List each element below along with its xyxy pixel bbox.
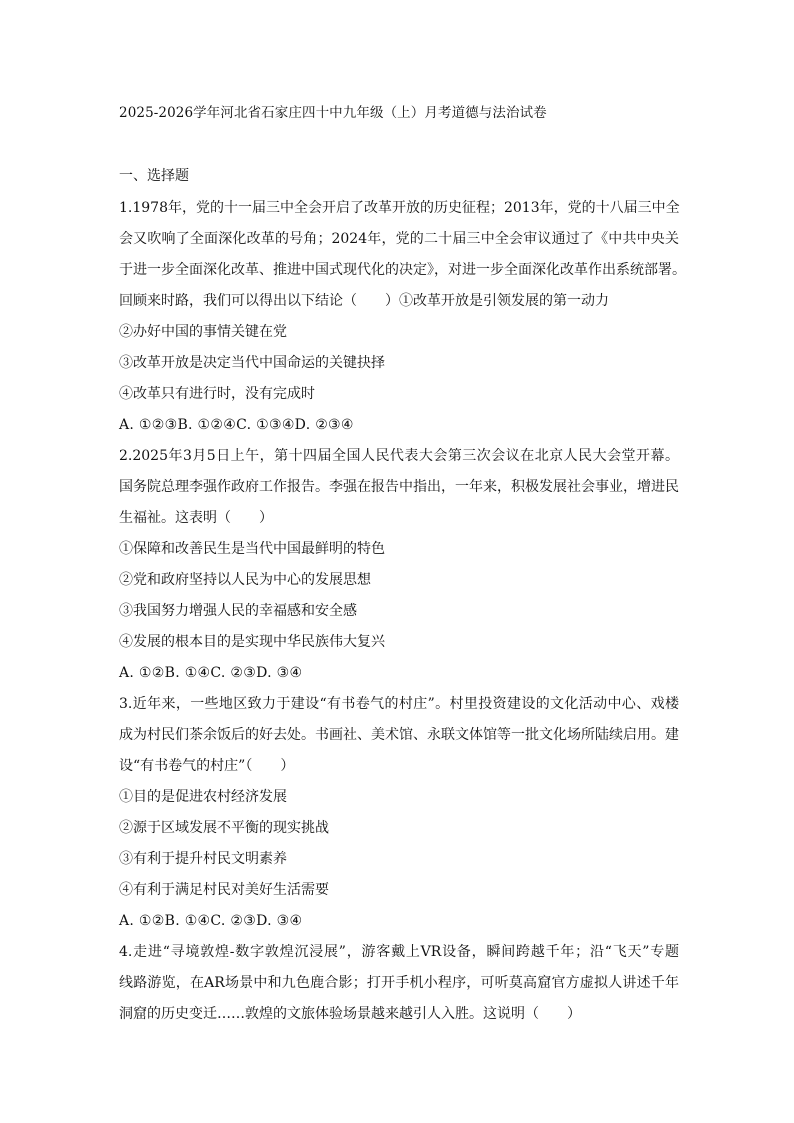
statement: ②党和政府坚持以人民为中心的发展思想 — [119, 572, 371, 588]
statement: ②源于区域发展不平衡的现实挑战 — [119, 820, 329, 836]
document-title: 2025-2026学年河北省石家庄四十中九年级（上）月考道德与法治试卷 — [119, 105, 547, 121]
statement: ④发展的根本目的是实现中华民族伟大复兴 — [119, 634, 385, 650]
question-text-line: 1.1978年，党的十一届三中全会开启了改革开放的历史征程；2013年，党的十八届三中全 — [119, 200, 680, 216]
statement: ②办好中国的事情关键在党 — [119, 324, 287, 340]
question-text-line: 设“有书卷气的村庄”（ ） — [119, 758, 295, 774]
statement: ③我国努力增强人民的幸福感和安全感 — [119, 603, 357, 619]
question-text-line: 会又吹响了全面深化改革的号角；2024年，党的二十届三中全会审议通过了《中共中央关 — [119, 231, 679, 247]
question-text-line: 成为村民们茶余饭后的好去处。书画社、美术馆、永联文体馆等一批文化场所陆续启用。建 — [119, 727, 679, 743]
statement: ③有利于提升村民文明素养 — [119, 851, 287, 867]
question-text-line: 生福祉。这表明（ ） — [119, 510, 273, 526]
answer-options: A. ①②B. ①④C. ②③D. ③④ — [119, 665, 303, 681]
question-2 — [119, 441, 679, 689]
statement: ①保障和改善民生是当代中国最鲜明的特色 — [119, 541, 385, 557]
statement: ④改革只有进行时，没有完成时 — [119, 386, 315, 402]
question-text-line: 回顾来时路，我们可以得出以下结论（ ）①改革开放是引领发展的第一动力 — [119, 293, 609, 309]
question-1 — [119, 193, 686, 441]
question-4 — [119, 937, 679, 1030]
statement: ③改革开放是决定当代中国命运的关键抉择 — [119, 355, 385, 371]
question-text-line: 国务院总理李强作政府工作报告。李强在报告中指出，一年来，积极发展社会事业，增进民 — [119, 479, 679, 495]
question-text-line: 2.2025年3月5日上午，第十四届全国人民代表大会第三次会议在北京人民大会堂开幕。 — [119, 448, 679, 464]
question-text-line: 于进一步全面深化改革、推进中国式现代化的决定》，对进一步全面深化改革作出系统部署。 — [119, 262, 686, 278]
question-text-line: 3.近年来，一些地区致力于建设“有书卷气的村庄”。村里投资建设的文化活动中心、戏楼 — [119, 696, 679, 712]
question-text-line: 线路游览，在AR场景中和九色鹿合影；打开手机小程序，可听莫高窟官方虚拟人讲述千年 — [119, 975, 679, 991]
question-text-line: 洞窟的历史变迁……敦煌的文旅体验场景越来越引人入胜。这说明（ ） — [119, 1006, 581, 1022]
answer-options: A. ①②B. ①④C. ②③D. ③④ — [119, 913, 303, 929]
section-heading: 一、选择题 — [119, 168, 189, 184]
question-list — [119, 193, 686, 1030]
answer-options: A. ①②③B. ①②④C. ①③④D. ②③④ — [119, 417, 354, 433]
statement: ①目的是促进农村经济发展 — [119, 789, 287, 805]
question-3 — [119, 689, 679, 937]
statement: ④有利于满足村民对美好生活需要 — [119, 882, 329, 898]
question-text-line: 4.走进“寻境敦煌-数字敦煌沉浸展”，游客戴上VR设备，瞬间跨越千年；沿“飞天”专题 — [119, 944, 679, 960]
